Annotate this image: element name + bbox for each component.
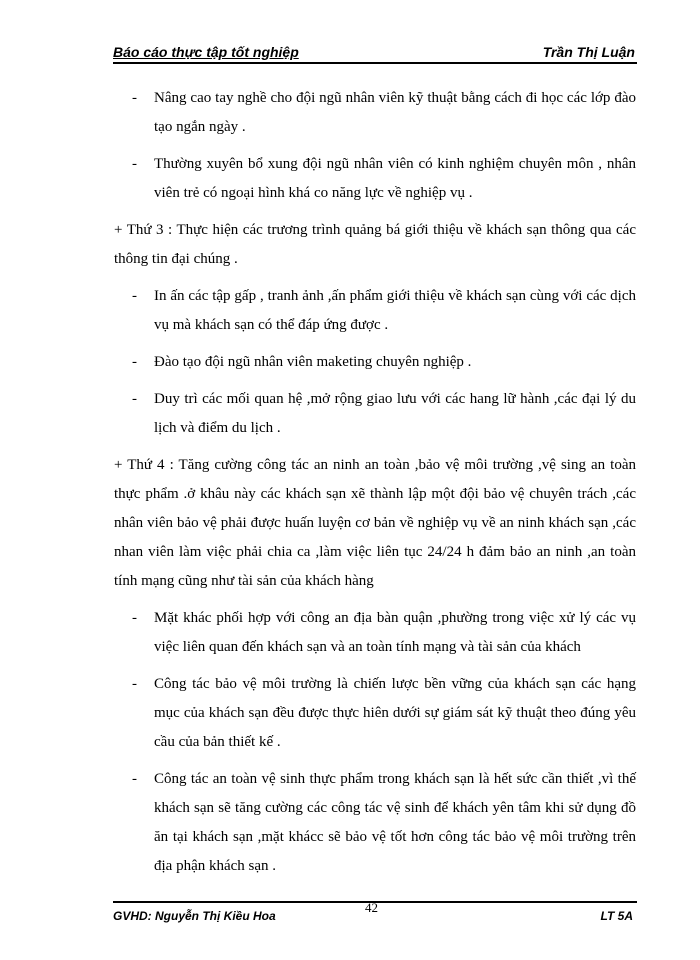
bullet-dash: - — [132, 610, 137, 626]
footer-supervisor: GVHD: Nguyễn Thị Kiều Hoa — [113, 909, 276, 923]
header-author: Trần Thị Luận — [542, 44, 635, 60]
list-item-text: Đào tạo đội ngũ nhân viên maketing chuyên nghiệp . — [154, 354, 472, 370]
list-item — [132, 604, 636, 662]
list-item — [132, 348, 636, 377]
list-item — [132, 765, 636, 881]
footer-class: LT 5A — [600, 909, 633, 923]
bullet-dash: - — [132, 771, 137, 787]
page-header — [113, 40, 637, 62]
list-item-text: Công tác an toàn vệ sinh thực phẩm trong khách sạn là hết sức cần thiết ,vì thế khách sạn sẽ tăng cường các công tác vệ sinh để khách yên tâm khi sử dụng đồ ăn tại khách sạn ,mặt khácc sẽ bảo vệ tốt hơn công tác bảo vệ môi trường trên địa phận khách sạn . — [154, 771, 636, 874]
bullet-dash: - — [132, 156, 137, 172]
list-item-text: Nâng cao tay nghề cho đội ngũ nhân viên kỹ thuật bằng cách đi học các lớp đào tạo ngắn ngày . — [154, 90, 636, 135]
list-item — [132, 282, 636, 340]
bullet-dash: - — [132, 90, 137, 106]
bullet-dash: - — [132, 288, 137, 304]
list-item — [132, 670, 636, 757]
paragraph-thu-3: + Thứ 3 : Thực hiện các trương trình quảng bá giới thiệu về khách sạn thông qua các thông tin đại chúng . — [114, 222, 636, 267]
paragraph-thu-4: + Thứ 4 : Tăng cường công tác an ninh an toàn ,bảo vệ môi trường ,vệ sing an toàn thực phẩm .ở khâu này các khách sạn xẽ thành lập một đội bảo vệ chuyên trách ,các nhân viên bảo vệ phải được huấn luyện cơ bản về nghiệp vụ về an ninh khách sạn ,các nhan viên làm việc phải chia ca ,làm việc liên tục 24/24 h đảm bảo an ninh ,an toàn tính mạng cũng như tài sản của khách hàng — [114, 457, 636, 589]
page-footer — [113, 900, 637, 926]
list-item — [132, 385, 636, 443]
list-item-text: Thường xuyên bổ xung đội ngũ nhân viên có kinh nghiệm chuyên môn , nhân viên trẻ có ngoại hình khá co năng lực về nghiệp vụ . — [154, 156, 636, 201]
list-item — [132, 150, 636, 208]
list-item — [132, 84, 636, 142]
bullet-dash: - — [132, 676, 137, 692]
list-item-text: In ấn các tập gấp , tranh ảnh ,ấn phẩm giới thiệu về khách sạn cùng với các dịch vụ mà khách sạn có thể đáp ứng được . — [154, 288, 636, 333]
page-number: 42 — [365, 900, 378, 915]
list-item-text: Duy trì các mối quan hệ ,mở rộng giao lưu với các hang lữ hành ,các đại lý du lịch và điểm du lịch . — [154, 391, 636, 436]
header-report-title: Báo cáo thực tập tốt nghiệp — [113, 44, 299, 60]
page-body — [114, 84, 636, 889]
list-item-text: Mặt khác phối hợp với công an địa bàn quận ,phường trong việc xử lý các vụ việc liên quan đến khách sạn và an toàn tính mạng và tài sản của khách — [154, 610, 636, 655]
bullet-dash: - — [132, 391, 137, 407]
header-rule — [113, 62, 637, 64]
bullet-dash: - — [132, 354, 137, 370]
list-item-text: Công tác bảo vệ môi trường là chiến lược bền vững của khách sạn các hạng mục của khách sạn đều được thực hiên dưới sự giám sát kỹ thuật theo đúng yêu cầu của bản thiết kế . — [154, 676, 636, 750]
